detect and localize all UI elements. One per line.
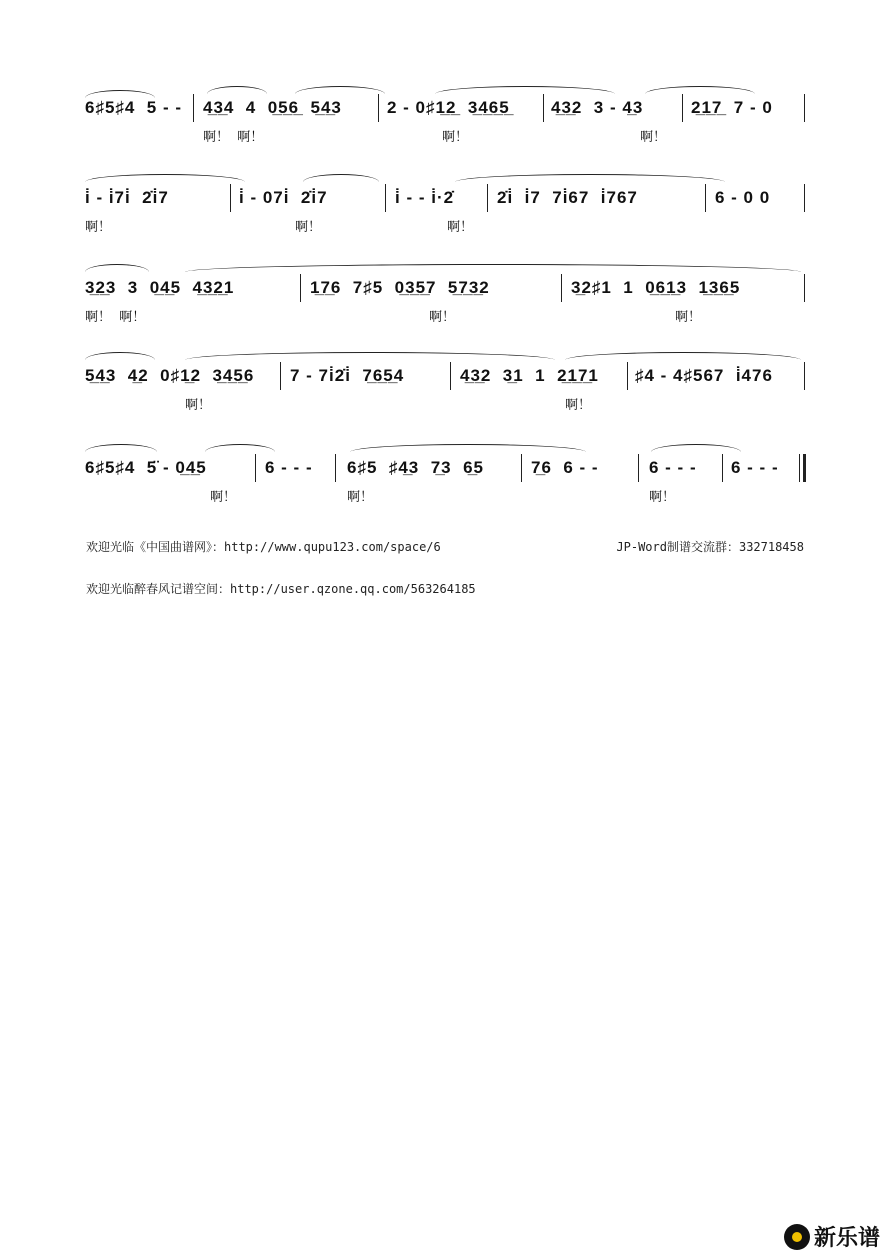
bar-5-2: 6 - - - (265, 458, 313, 477)
footer-qzone-link[interactable]: 欢迎光临醉春风记谱空间：http://user.qzone.qq.com/563264185 (86, 582, 476, 596)
barline (804, 274, 805, 302)
bar-4-3: 4̲3̲2 3̲1 1 2̲1̲7̲1 (460, 366, 599, 385)
bar-2-2: i̇ - 07i̇ 2̇i̇7 (239, 188, 328, 207)
barline (561, 274, 562, 302)
lyric: 啊！ (210, 490, 237, 505)
barline (280, 362, 281, 390)
lyric: 啊！ 啊！ (85, 310, 146, 325)
footer-qq-group: JP-Word制谱交流群：332718458 (616, 540, 804, 554)
bar-1-5: 2̲1̲7̲ 7 - 0 (691, 98, 773, 117)
bar-5-1: 6♯5♯4 5̈ - 0̲4̲5 (85, 458, 207, 477)
bar-4-2: 7 - 7i̇2̇i̇ 7̲6̲5̲4 (290, 366, 405, 385)
lyric: 啊！ (185, 398, 212, 413)
slur (85, 264, 149, 272)
lyric: 啊！ (447, 220, 474, 235)
vinyl-record-icon (784, 1224, 810, 1250)
barline (627, 362, 628, 390)
bar-1-2: 4̲3̲4 4 0̲5̲6̲ 5̲4̲3 (203, 98, 342, 117)
slur (651, 444, 741, 452)
lyric: 啊！ (675, 310, 702, 325)
barline (255, 454, 256, 482)
barline (543, 94, 544, 122)
lyric: 啊！ (649, 490, 676, 505)
bar-1-1: 6♯5♯4 5 - - (85, 98, 183, 117)
slur (435, 86, 615, 94)
slur (185, 352, 555, 360)
score-line-2 (85, 180, 805, 240)
bar-2-5: 6 - 0 0 (715, 188, 771, 207)
barline (335, 454, 336, 482)
slur (85, 174, 245, 182)
final-barline-thick (803, 454, 806, 482)
lyric: 啊！ (347, 490, 374, 505)
barline (450, 362, 451, 390)
slur (565, 352, 801, 360)
brand-logo[interactable] (784, 1221, 880, 1252)
bar-5-4: 7̲6 6 - - (531, 458, 599, 477)
slur (645, 86, 755, 94)
slur (303, 174, 379, 182)
final-barline-thin (799, 454, 800, 482)
lyric: 啊！ (295, 220, 322, 235)
lyric: 啊！ (85, 220, 112, 235)
bar-2-1: i̇ - i̇7i̇ 2̇i̇7 (85, 188, 169, 207)
barline (682, 94, 683, 122)
bar-5-6: 6 - - - (731, 458, 779, 477)
score-line-4 (85, 358, 805, 418)
bar-3-2: 1̲7̲6 7♯5 0̲3̲5̲7 5̲7̲3̲2 (310, 278, 490, 297)
barline (230, 184, 231, 212)
bar-5-3: 6♯5 ♯4̲3 7̲3 6̲5 (347, 458, 484, 477)
bar-2-3: i̇ - - i̇·2̇ (395, 188, 455, 207)
slur (455, 174, 725, 182)
barline (804, 94, 805, 122)
score-line-3 (85, 270, 805, 330)
barline (804, 362, 805, 390)
slur (295, 86, 385, 94)
lyric: 啊！ 啊！ (203, 130, 264, 145)
bar-1-3: 2 - 0♯1̲2̲ 3̲4̲6̲5̲ (387, 98, 510, 117)
barline (193, 94, 194, 122)
barline (378, 94, 379, 122)
slur (85, 352, 155, 360)
lyric: 啊！ (565, 398, 592, 413)
bar-3-3: 3̲2♯1 1 0̲6̲1̲3 1̲3̲6̲5 (571, 278, 741, 297)
bar-5-5: 6 - - - (649, 458, 697, 477)
score-line-5 (85, 450, 805, 510)
barline (487, 184, 488, 212)
barline (521, 454, 522, 482)
bar-1-4: 4̲3̲2 3 - 4̲3 (551, 98, 644, 117)
barline (804, 184, 805, 212)
lyric: 啊！ (429, 310, 456, 325)
bar-4-4: ♯4 - 4♯567 i̇476 (635, 366, 773, 385)
bar-3-1: 3̲2̲3 3 0̲4̲5 4̲3̲2̲1 (85, 278, 235, 297)
lyric: 啊！ (442, 130, 469, 145)
brand-logo-text: 新乐谱 (813, 1226, 880, 1251)
slur (207, 86, 267, 94)
slur (185, 264, 801, 272)
lyric: 啊！ (640, 130, 667, 145)
bar-2-4: 2̇i̇ i̇7 7i̇67 i̇767 (497, 188, 638, 207)
barline (300, 274, 301, 302)
bar-4-1: 5̲4̲3 4̲2 0♯1̲2 3̲4̲5̲6 (85, 366, 255, 385)
slur (350, 444, 586, 452)
slur (85, 444, 157, 452)
footer-site-link[interactable]: 欢迎光临《中国曲谱网》：http://www.qupu123.com/space/6 (86, 540, 441, 554)
barline (638, 454, 639, 482)
slur (205, 444, 275, 452)
barline (722, 454, 723, 482)
barline (385, 184, 386, 212)
score-line-1 (85, 90, 805, 150)
barline (705, 184, 706, 212)
